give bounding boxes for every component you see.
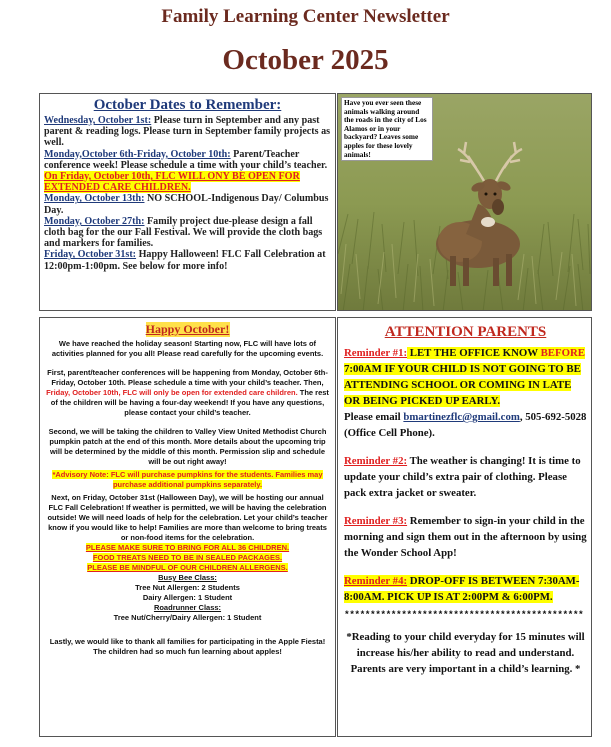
date-text: Family project due-please design a fall cloth bag for the our Fall Festival. We will provide the cloth bags and markers for families. [44,215,323,250]
happy-intro: We have reached the holiday season! Starting now, FLC will have lots of activities planned for you all! Please read carefully for the upcoming events. [51,339,324,358]
conference-paragraph [46,368,329,418]
class-roadrunner: Roadrunner Class: [153,603,222,612]
star-divider: ********************************************** [344,609,584,620]
advisory-note [46,470,329,490]
happy-title: Happy October! [145,322,230,336]
date-item [44,149,331,194]
dates-list [44,115,331,272]
attention-parents-section [337,317,592,737]
thank-you-paragraph: Lastly, we would like to thank all families for participating in the Apple Fiesta! The children had so much fun learning about apples! [49,637,326,656]
photo-caption: Have you ever seen these animals walking around the roads in the city of Los Alamos or in your backyard? Leaves some apples for these lovely animals! [341,97,433,161]
date-label: Monday, October 13th: [44,193,145,205]
allergen-item: Dairy Allergen: 1 Student [142,593,233,602]
reading-closing-note: *Reading to your child everyday for 15 minutes will increase his/her ability to read and understand. Parents are very important in a child’s learning. * [346,631,585,675]
date-text: Parent/Teacher conference week! Please schedule a time with your child’s teacher. [44,148,328,171]
happy-body [46,339,329,657]
notice-3 [46,563,329,573]
reminder-4-text: DROP-OFF IS BETWEEN 7:30AM-8:00AM. PICK UP IS AT 2:00PM & 6:00PM. [344,575,580,603]
reminder-2 [344,453,587,501]
conference-text: First, parent/teacher conferences will be happening from Monday, October 6th-Friday, October 10th. Please schedule a time with your child’s teacher. Then, [47,368,328,387]
date-label: Wednesday, October 1st: [44,115,152,126]
notice-3-text: PLEASE BE MINDFUL OF OUR CHILDREN ALLERGENS. [87,563,288,572]
date-item [44,193,331,215]
date-item [44,115,331,149]
date-label: Friday, October 31st: [44,249,137,261]
date-text: Please turn in September and any past parent & reading logs. Please turn in September family projects as well. [44,115,331,149]
reminder-1 [344,345,587,441]
notice-1 [46,543,329,553]
pumpkin-paragraph: Second, we will be taking the children to Valley View United Methodist Church pumpkin patch at the end of this month. More details about the upcoming trip will be determined by the middle of this month. Permission slip and schedule will be out right away! [48,427,327,466]
allergen-item: Tree Nut Allergen: 2 Students [135,583,240,592]
date-item [44,216,331,250]
date-highlight: On Friday, October 10th, FLC WILL ONY BE OPEN FOR EXTENDED CARE CHILDREN. [44,171,300,194]
reminder-2-text: The weather is changing! It is time to update your child’s extra pair of clothing. Please pack extra jacket or sweater. [344,455,581,499]
reminder-4 [344,573,587,605]
reminder-1-before: BEFORE [540,347,585,359]
newsletter-title: Family Learning Center Newsletter [161,6,450,27]
conference-red-note: Friday, October 10th, FLC will only be open for extended care children. [46,388,298,397]
dates-section [39,93,336,311]
date-text: Happy Halloween! FLC Fall Celebration at 12:00pm-1:00pm. See below for more info! [44,249,326,272]
email-prefix: Please email [344,411,404,423]
notice-2 [46,553,329,563]
reminder-3 [344,513,587,561]
reminder-4-label: Reminder #4: [344,575,408,587]
date-item [44,249,331,271]
date-label: Monday, October 27th: [44,215,145,227]
notice-2-text: FOOD TREATS NEED TO BE IN SEALED PACKAGES. [92,553,283,562]
class-busy-bee: Busy Bee Class: [158,573,217,582]
attention-title: ATTENTION PARENTS [384,324,547,340]
date-text: NO SCHOOL-Indigenous Day/ Columbus Day. [44,193,329,216]
dates-heading: October Dates to Remember: [93,97,282,113]
month-title: October 2025 [222,44,389,76]
date-label: Monday,October 6th-Friday, October 10th: [44,148,231,160]
happy-october-section [39,317,336,737]
email-link[interactable]: bmartinezflc@gmail.com [403,411,520,423]
advisory-text: *Advisory Note: FLC will purchase pumpkins for the students. Families may purchase additional pumpkins separately. [52,470,323,489]
deer-photo [337,93,592,311]
allergen-item: Tree Nut/Cherry/Dairy Allergen: 1 Student [113,613,262,622]
attention-body [344,345,587,677]
celebration-paragraph: Next, on Friday, October 31st (Halloween Day), we will be hosting our annual FLC Fall Celebration! If weather is permitted, we will be having the celebration outside! We will need loads of help for the celebration. Let your child’s teacher know if you would like to help! Families are more than welcome to bring treats or non-food items for the celebration. [47,493,328,542]
notice-1-text: PLEASE MAKE SURE TO BRING FOR ALL 36 CHILDREN. [85,543,290,552]
reminder-3-label: Reminder #3: [344,515,408,527]
reminder-2-label: Reminder #2: [344,455,408,467]
reminder-3-text: Remember to sign-in your child in the morning and sign them out in the afternoon by using the Wonder School App! [344,515,587,559]
reminder-1-label: Reminder #1: [344,347,408,359]
reminder-1-text: LET THE OFFICE KNOW [407,347,541,359]
conference-text-end: The rest of the children will be having a four-day weekend! If you have any questions, please contact your child’s teacher. [50,388,329,417]
reminder-1-text-end: 7:00AM IF YOUR CHILD IS NOT GOING TO BE ATTENDING SCHOOL OR COMING IN LATE OR BEING PICKED UP EARLY. [344,363,581,407]
phone-number: , 505-692-5028 (Office Cell Phone). [344,411,587,439]
